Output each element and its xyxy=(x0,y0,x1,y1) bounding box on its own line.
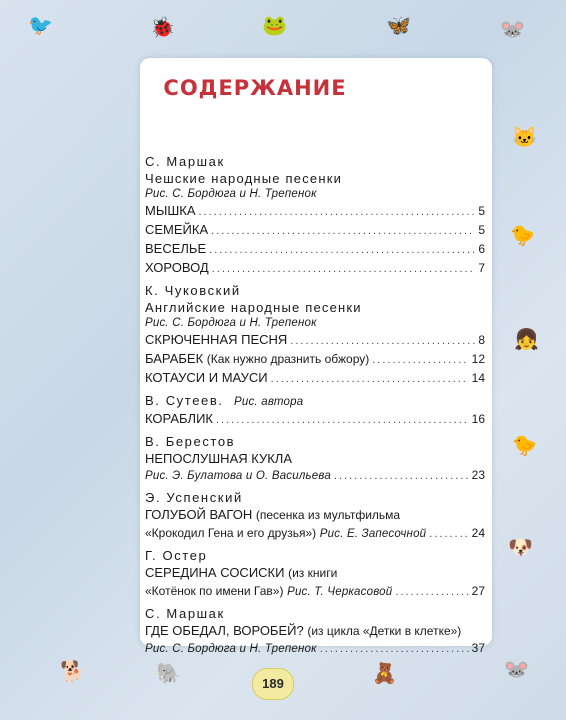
illustrators-credit: Рис. С. Бордюга и Н. Трепенок xyxy=(145,317,317,329)
illustrators-credit: Рис. С. Бордюга и Н. Трепенок xyxy=(145,643,317,655)
toc-entry-credit-line[interactable] xyxy=(145,524,485,543)
leader-dots xyxy=(216,412,469,429)
dog-illustration: 🐶 xyxy=(508,537,533,559)
entry-title: СЕМЕЙКА xyxy=(145,222,209,237)
entry-title: СЕРЕДИНА СОСИСКИ xyxy=(145,565,285,580)
entry-page: 12 xyxy=(471,352,485,366)
toc-entry[interactable] xyxy=(145,350,485,369)
page-number: 189 xyxy=(252,668,294,700)
page-title: СОДЕРЖАНИЕ xyxy=(163,76,347,100)
entry-title: НЕПОСЛУШНАЯ КУКЛА xyxy=(145,451,292,466)
illustrators-credit: Рис. Е. Запесочной xyxy=(319,528,427,540)
collection-title: Английские народные песенки xyxy=(145,300,362,315)
toc-entry[interactable] xyxy=(145,622,485,640)
leader-dots xyxy=(209,242,475,259)
illustrators-credit: Рис. Э. Булатова и О. Васильева xyxy=(145,470,331,482)
entry-page: 24 xyxy=(471,526,485,540)
toc-entry[interactable] xyxy=(145,202,485,221)
toc-entry-credit-line[interactable] xyxy=(145,467,485,485)
toc-entry[interactable] xyxy=(145,410,485,429)
entry-page: 16 xyxy=(471,412,485,426)
toc-entry[interactable] xyxy=(145,564,485,582)
entry-page: 7 xyxy=(478,261,485,275)
leader-dots xyxy=(429,526,468,543)
toc-entry[interactable] xyxy=(145,369,485,388)
entry-page: 6 xyxy=(478,242,485,256)
leader-dots xyxy=(334,468,469,485)
leader-dots xyxy=(271,371,469,388)
entry-note: (Как нужно дразнить обжору) xyxy=(206,352,370,366)
author-name: В. Берестов xyxy=(145,434,236,449)
leader-dots xyxy=(199,204,476,221)
entry-page: 5 xyxy=(478,204,485,218)
cat-illustration: 🐱 xyxy=(512,127,537,149)
author-name xyxy=(145,392,485,410)
entry-title: КОТАУСИ И МАУСИ xyxy=(145,370,268,385)
leader-dots xyxy=(211,223,475,240)
entry-page: 14 xyxy=(471,371,485,385)
entry-note: (песенка из мультфильма xyxy=(255,508,401,522)
mouse-illustration-2: 🐭 xyxy=(504,659,529,681)
author-name: С. Маршак xyxy=(145,154,225,169)
entry-page: 5 xyxy=(478,223,485,237)
duckling-illustration-2: 🐤 xyxy=(512,435,537,457)
entry-page: 37 xyxy=(471,641,485,655)
entry-page: 8 xyxy=(478,333,485,347)
entry-title: БАРАБЕК xyxy=(145,351,204,366)
author-name: Э. Успенский xyxy=(145,490,243,505)
leader-dots xyxy=(212,261,476,278)
leader-dots xyxy=(395,584,468,601)
illustrators-credit: Рис. автора xyxy=(234,396,304,408)
toc-entry-credit-line[interactable] xyxy=(145,640,485,658)
frog-illustration: 🐸 xyxy=(262,15,287,37)
author-name: К. Чуковский xyxy=(145,283,241,298)
leader-dots xyxy=(290,333,475,350)
butterfly-illustration: 🦋 xyxy=(386,15,411,37)
girl-illustration: 👧 xyxy=(514,329,539,351)
beetle-illustration: 🐞 xyxy=(150,17,175,39)
author-name: Г. Остер xyxy=(145,548,208,563)
collection-title: Чешские народные песенки xyxy=(145,171,343,186)
entry-note: (из книги xyxy=(288,566,338,580)
puppy-illustration: 🐕 xyxy=(60,661,85,683)
bird-illustration: 🐦 xyxy=(28,15,53,37)
entry-note-continued: «Крокодил Гена и его друзья») xyxy=(145,526,317,540)
author-name-text: В. Сутеев. xyxy=(145,393,224,408)
entry-title: КОРАБЛИК xyxy=(145,411,213,426)
bear-illustration: 🧸 xyxy=(372,663,397,685)
toc-entry[interactable] xyxy=(145,331,485,350)
toc-entry[interactable] xyxy=(145,506,485,524)
illustrators-credit: Рис. Т. Черкасовой xyxy=(287,586,393,598)
leader-dots xyxy=(320,641,469,658)
elephant-illustration: 🐘 xyxy=(156,663,181,685)
leader-dots xyxy=(372,352,468,369)
entry-title: ХОРОВОД xyxy=(145,260,209,275)
entry-page: 23 xyxy=(471,468,485,482)
entry-note-continued: «Котёнок по имени Гав») xyxy=(145,584,284,598)
toc-entry[interactable] xyxy=(145,221,485,240)
entry-note: (из цикла «Детки в клетке») xyxy=(307,624,462,638)
illustrators-credit: Рис. С. Бордюга и Н. Трепенок xyxy=(145,188,317,200)
entry-page: 27 xyxy=(471,584,485,598)
entry-title: ВЕСЕЛЬЕ xyxy=(145,241,207,256)
mouse-illustration: 🐭 xyxy=(500,19,525,41)
table-of-contents xyxy=(145,153,485,658)
entry-title: ГДЕ ОБЕДАЛ, ВОРОБЕЙ? xyxy=(145,623,304,638)
author-name: С. Маршак xyxy=(145,606,225,621)
entry-title: СКРЮЧЕННАЯ ПЕСНЯ xyxy=(145,332,288,347)
toc-entry-credit-line[interactable] xyxy=(145,582,485,601)
toc-entry[interactable] xyxy=(145,450,485,467)
duckling-illustration: 🐤 xyxy=(510,225,535,247)
entry-title: ГОЛУБОЙ ВАГОН xyxy=(145,507,253,522)
entry-title: МЫШКА xyxy=(145,203,196,218)
toc-entry[interactable] xyxy=(145,240,485,259)
toc-entry[interactable] xyxy=(145,259,485,278)
